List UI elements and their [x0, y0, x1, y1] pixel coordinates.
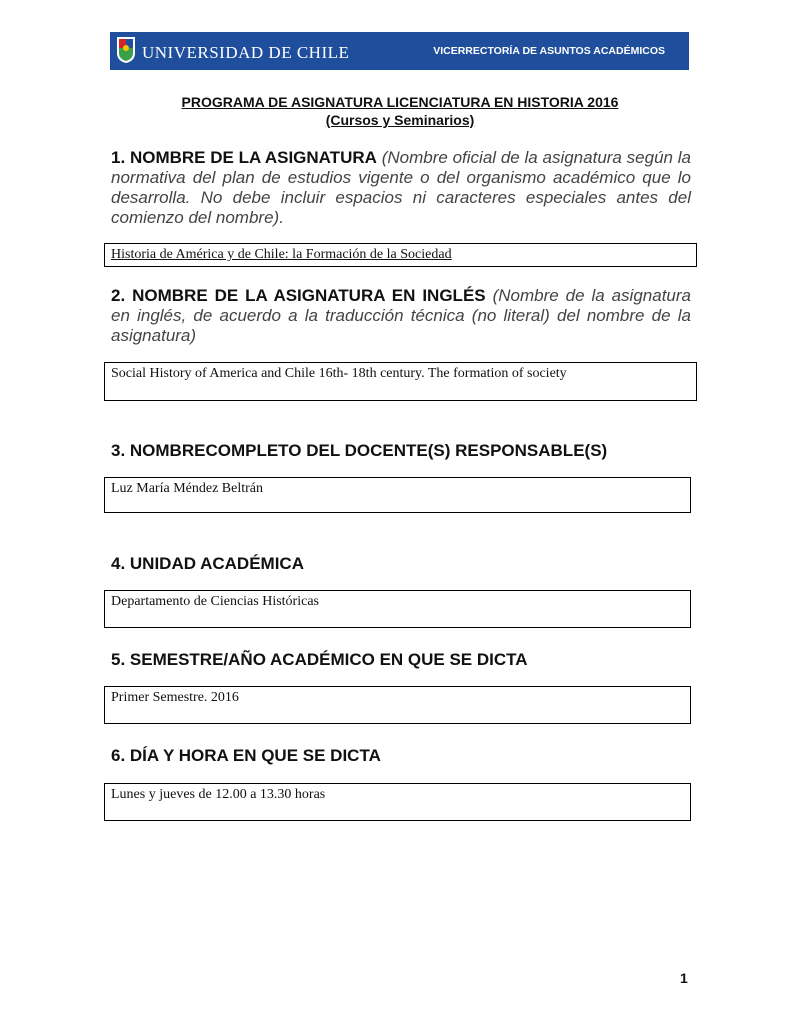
- section-5-heading: [111, 650, 691, 670]
- section-6-title: 6. DÍA Y HORA EN QUE SE DICTA: [111, 746, 381, 765]
- course-name-english-box: [104, 362, 697, 401]
- section-3-title: 3. NOMBRECOMPLETO DEL DOCENTE(S) RESPONSABLE(S): [111, 441, 608, 460]
- vice-rectorate-name: VICERRECTORÍA DE ASUNTOS ACADÉMICOS: [433, 45, 665, 57]
- section-4-heading: [111, 554, 691, 574]
- course-name-value: Historia de América y de Chile: la Formación de la Sociedad: [111, 247, 452, 262]
- page-number: 1: [680, 970, 688, 986]
- academic-unit-value: Departamento de Ciencias Históricas: [111, 594, 319, 609]
- section-3-heading: [111, 441, 691, 461]
- course-name-english-value: Social History of America and Chile 16th- 18th century. The formation of society: [111, 366, 567, 381]
- section-2-note: (Nombre de la asignatura en inglés, de acuerdo a la traducción técnica (no literal) del nombre de la asignatura): [111, 286, 691, 345]
- schedule-value: Lunes y jueves de 12.00 a 13.30 horas: [111, 787, 326, 802]
- semester-value: Primer Semestre. 2016: [111, 690, 239, 705]
- section-4-title: 4. UNIDAD ACADÉMICA: [111, 554, 304, 573]
- semester-box: [104, 686, 691, 724]
- course-name-box: [104, 243, 697, 267]
- section-2-heading: [111, 286, 691, 346]
- section-1-title: 1. NOMBRE DE LA ASIGNATURA: [111, 148, 377, 167]
- university-header: [110, 32, 689, 70]
- section-6-heading: [111, 746, 691, 766]
- document-title: PROGRAMA DE ASIGNATURA LICENCIATURA EN HISTORIA 2016: [181, 94, 619, 110]
- instructor-box: [104, 477, 691, 513]
- schedule-box: [104, 783, 691, 821]
- section-2-title: 2. NOMBRE DE LA ASIGNATURA EN INGLÉS: [111, 286, 486, 305]
- section-1-heading: [111, 148, 691, 228]
- university-shield-icon: [116, 36, 136, 64]
- instructor-value: Luz María Méndez Beltrán: [111, 481, 263, 496]
- university-name: UNIVERSIDAD DE CHILE: [142, 43, 350, 62]
- document-subtitle: (Cursos y Seminarios): [325, 112, 475, 128]
- academic-unit-box: [104, 590, 691, 628]
- section-5-title: 5. SEMESTRE/AÑO ACADÉMICO EN QUE SE DICTA: [111, 650, 528, 669]
- section-1-note: (Nombre oficial de la asignatura según la normativa del plan de estudios vigente o del organismo académico que lo desarrolla. No debe incluir espacios ni caracteres especiales antes del comienzo del nombre).: [111, 148, 691, 227]
